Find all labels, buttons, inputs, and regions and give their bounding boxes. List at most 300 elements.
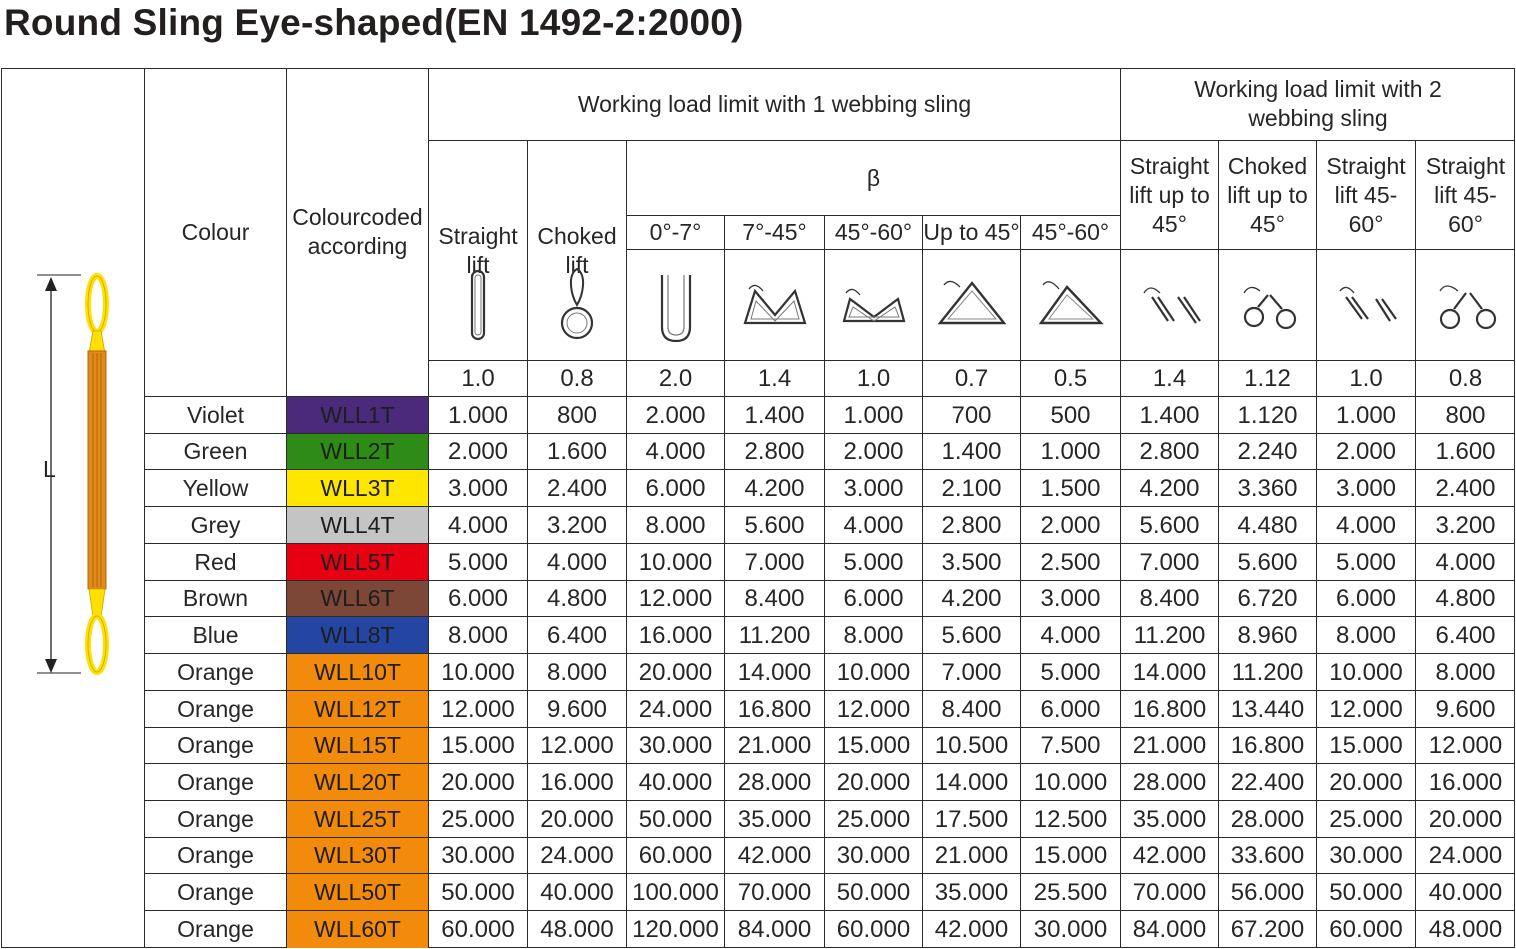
wll-value-cell — [1317, 654, 1416, 691]
wll-value-cell — [725, 801, 825, 838]
wll-value-cell-text: 84.000 — [737, 916, 812, 943]
wll-value-cell — [1021, 801, 1121, 838]
wll-value-cell-text: 10.000 — [836, 658, 911, 686]
wll-value-cell-text: 5.000 — [1335, 548, 1397, 576]
wll-value-cell-text: 9.600 — [1435, 695, 1496, 723]
wll-value-cell-text: 15.000 — [1329, 732, 1403, 759]
wll-value-cell-text: 35.000 — [1132, 805, 1207, 833]
wll-value-cell-text: 20.000 — [1428, 805, 1503, 833]
wll-value-cell-text: 6.000 — [1040, 695, 1101, 723]
wll-value-cell-text: 30.000 — [638, 732, 713, 759]
wll-value-cell — [429, 691, 528, 728]
icon-cell — [1416, 250, 1515, 361]
colour-name-cell-text: Orange — [177, 768, 254, 795]
wll-value-cell-text: 2.240 — [1237, 438, 1298, 465]
wll-value-cell — [1416, 764, 1515, 801]
wll-value-cell-text: 6.000 — [1335, 585, 1397, 612]
wll-value-cell-text: 4.000 — [843, 511, 904, 539]
wll-value-cell — [1416, 434, 1515, 470]
wll-value-cell-text: 42.000 — [1132, 842, 1207, 869]
wll-value-cell-text: 50.000 — [638, 805, 713, 833]
wll-value-cell — [429, 617, 528, 654]
wll-value-cell — [1317, 838, 1416, 874]
two-sling-choked-icon — [1223, 260, 1313, 350]
wll-value-cell — [923, 507, 1021, 544]
wll-value-cell-text: 10.000 — [638, 548, 713, 576]
wll-value-cell — [923, 691, 1021, 728]
colour-name-cell — [145, 728, 287, 764]
wll-value-cell — [923, 838, 1021, 874]
colour-code-cell — [287, 801, 429, 838]
wll-value-cell — [1317, 691, 1416, 728]
beta-angle-header-text: 7°-45° — [742, 219, 807, 245]
wll-value-cell-text: 40.000 — [638, 768, 713, 796]
wll-value-cell — [429, 874, 528, 911]
wll-value-cell — [725, 874, 825, 911]
two-sling-col-header — [1317, 141, 1416, 250]
wll-value-cell-text: 20.000 — [441, 768, 515, 796]
factor-cell-text: 1.4 — [1152, 365, 1187, 392]
wll-value-cell-text: 100.000 — [632, 878, 719, 906]
basket-45-60-icon — [829, 260, 919, 350]
colour-name-cell — [145, 691, 287, 728]
colour-code-cell — [287, 764, 429, 801]
colour-name-cell — [145, 874, 287, 911]
colour-code-cell — [287, 507, 429, 544]
wll-value-cell — [1317, 764, 1416, 801]
wll-value-cell-text: 7.500 — [1040, 732, 1101, 759]
wll-value-cell — [1121, 728, 1219, 764]
wll-value-cell-text: 5.600 — [941, 621, 1002, 649]
wll-value-cell — [1317, 544, 1416, 581]
wll-value-cell — [528, 728, 627, 764]
wll-value-cell-text: 21.000 — [1132, 732, 1207, 759]
wll-value-cell — [429, 838, 528, 874]
wll-value-cell-text: 5.600 — [1237, 548, 1298, 576]
wll-value-cell — [923, 397, 1021, 434]
wll-value-cell — [825, 397, 923, 434]
wll-value-cell — [1121, 617, 1219, 654]
wll-value-cell-text: 12.000 — [638, 585, 713, 612]
wll-value-cell-text: 3.360 — [1237, 474, 1298, 502]
wll-value-cell-text: 1.500 — [1040, 474, 1101, 502]
factor-cell-text: 1.0 — [461, 365, 495, 392]
wll-value-cell-text: 3.500 — [941, 548, 1002, 576]
wll-value-cell-text: 3.000 — [447, 474, 509, 502]
wll-value-cell — [923, 544, 1021, 581]
factor-cell-text: 0.5 — [1053, 365, 1088, 392]
wll-value-cell — [1219, 911, 1317, 948]
wll-value-cell-text: 8.400 — [1139, 585, 1200, 612]
wll-value-cell — [1416, 654, 1515, 691]
choked-lift-icon — [532, 260, 622, 350]
colour-code-cell-text: WLL3T — [320, 474, 395, 501]
wll-value-cell-text: 5.600 — [1139, 511, 1200, 539]
wll-value-cell — [1416, 544, 1515, 581]
wll-value-cell-text: 1.400 — [941, 438, 1002, 465]
colour-name-cell — [145, 434, 287, 470]
wll-value-cell — [1021, 507, 1121, 544]
factor-cell — [1121, 361, 1219, 397]
wll-value-cell-text: 16.800 — [737, 695, 812, 723]
colour-name-cell-text: Orange — [177, 878, 254, 905]
wll-value-cell — [1317, 911, 1416, 948]
colour-name-cell-text: Red — [194, 548, 237, 575]
wll-value-cell — [429, 728, 528, 764]
icon-cell — [528, 250, 627, 361]
wll-value-cell — [1219, 691, 1317, 728]
wll-value-cell — [429, 801, 528, 838]
colour-name-cell-text: Orange — [177, 842, 254, 868]
wll-value-cell — [725, 507, 825, 544]
wll-value-cell — [1416, 507, 1515, 544]
factor-cell — [725, 361, 825, 397]
two-sling-straight-45-60-icon — [1321, 260, 1411, 350]
beta-angle-header-text: Up to 45° — [923, 219, 1020, 245]
wll-value-cell — [825, 911, 923, 948]
wll-value-cell-text: 50.000 — [441, 878, 515, 906]
wll-value-cell — [627, 838, 725, 874]
colour-name-cell — [145, 801, 287, 838]
wll-value-cell — [1021, 470, 1121, 507]
wll-value-cell-text: 8.960 — [1237, 621, 1298, 649]
wll-value-cell — [1121, 581, 1219, 617]
wll-value-cell-text: 1.400 — [744, 401, 805, 429]
wll-value-cell — [1219, 764, 1317, 801]
wll-value-cell — [725, 654, 825, 691]
wll-value-cell-text: 8.000 — [645, 511, 706, 539]
icon-cell — [429, 250, 528, 361]
wll-value-cell-text: 16.000 — [540, 768, 614, 796]
wll-value-cell — [1219, 581, 1317, 617]
wll-value-cell — [429, 397, 528, 434]
wll-value-cell — [725, 838, 825, 874]
wll-value-cell — [1021, 397, 1121, 434]
wll-value-cell-text: 25.000 — [441, 805, 515, 833]
wll-value-cell — [429, 470, 528, 507]
triangle-45-60-icon — [1026, 260, 1116, 350]
wll-value-cell-text: 21.000 — [737, 732, 812, 759]
wll-value-cell — [825, 434, 923, 470]
wll-value-cell — [528, 691, 627, 728]
wll-value-cell-text: 6.720 — [1237, 585, 1298, 612]
factor-cell-text: 1.0 — [856, 365, 891, 392]
wll-value-cell — [1416, 801, 1515, 838]
wll-value-cell — [825, 581, 923, 617]
wll-value-cell — [1416, 397, 1515, 434]
two-sling-col-header-text: Straight lift 45-60° — [1425, 152, 1506, 237]
colourcoded-header-text: Colourcoded according — [292, 204, 423, 259]
colour-name-cell — [145, 764, 287, 801]
beta-header — [627, 141, 1121, 216]
colour-code-cell — [287, 691, 429, 728]
wll-value-cell — [923, 728, 1021, 764]
wll-value-cell-text: 1.000 — [1335, 401, 1397, 429]
wll-value-cell-text: 48.000 — [540, 916, 614, 943]
icon-cell — [825, 250, 923, 361]
colour-code-cell — [287, 838, 429, 874]
icon-cell — [1317, 250, 1416, 361]
wll-value-cell — [1021, 544, 1121, 581]
wll-value-cell — [528, 874, 627, 911]
straight-lift-icon — [433, 260, 523, 350]
wll-value-cell-text: 50.000 — [836, 878, 911, 906]
load-limit-table — [1, 68, 1515, 948]
wll-value-cell-text: 6.400 — [1435, 621, 1496, 649]
wll-value-cell-text: 120.000 — [632, 916, 719, 943]
wll-value-cell-text: 4.800 — [1435, 585, 1496, 612]
wll-value-cell-text: 30.000 — [1033, 916, 1108, 943]
wll-value-cell-text: 5.600 — [744, 511, 805, 539]
wll-value-cell — [1021, 581, 1121, 617]
wll-value-cell-text: 35.000 — [737, 805, 812, 833]
wll-value-cell-text: 25.000 — [836, 805, 911, 833]
wll-value-cell-text: 4.200 — [941, 585, 1002, 612]
colour-code-cell-text: WLL4T — [320, 511, 395, 538]
wll-value-cell-text: 24.000 — [540, 842, 614, 869]
wll-value-cell-text: 3.200 — [546, 511, 608, 539]
colour-code-cell — [287, 911, 429, 948]
wll-value-cell-text: 25.500 — [1033, 878, 1108, 906]
wll-value-cell-text: 12.500 — [1033, 805, 1108, 833]
wll-value-cell-text: 1.400 — [1139, 401, 1200, 429]
wll-value-cell-text: 8.400 — [744, 585, 805, 612]
wll-value-cell — [528, 617, 627, 654]
wll-value-cell-text: 42.000 — [737, 842, 812, 869]
wll-value-cell — [1121, 764, 1219, 801]
wll-value-cell — [1416, 691, 1515, 728]
wll-value-cell-text: 30.000 — [1329, 842, 1403, 869]
wll-value-cell — [627, 470, 725, 507]
wll-value-cell-text: 5.000 — [447, 548, 509, 576]
wll-value-cell-text: 12.000 — [1428, 732, 1503, 759]
colour-name-cell-text: Blue — [192, 621, 239, 648]
colour-name-cell-text: Violet — [186, 401, 245, 428]
wll-value-cell — [627, 874, 725, 911]
choked-lift-header-text: Choked lift — [537, 222, 617, 278]
wll-value-cell — [923, 581, 1021, 617]
wll-value-cell — [528, 581, 627, 617]
wll-value-cell-text: 2.400 — [546, 474, 608, 502]
icon-cell — [627, 250, 725, 361]
colour-name-cell — [145, 838, 287, 874]
colour-header-text: Colour — [181, 218, 250, 245]
wll-value-cell — [1317, 581, 1416, 617]
beta-angle-header-text: 45°-60° — [1031, 219, 1110, 245]
wll-value-cell — [825, 728, 923, 764]
u-basket-icon — [631, 260, 721, 350]
wll-value-cell-text: 15.000 — [441, 732, 515, 759]
colour-header — [145, 68, 287, 397]
wll-value-cell — [1021, 654, 1121, 691]
wll-value-cell — [825, 544, 923, 581]
wll-value-cell-text: 3.000 — [1335, 474, 1397, 502]
beta-angle-header — [725, 216, 825, 250]
two-sling-col-header-text: Choked lift up to 45° — [1227, 152, 1308, 237]
wll-value-cell-text: 17.500 — [934, 805, 1009, 833]
wll-value-cell — [1021, 764, 1121, 801]
wll-value-cell — [1416, 617, 1515, 654]
wll-value-cell — [725, 581, 825, 617]
factor-cell — [1219, 361, 1317, 397]
wll-value-cell-text: 15.000 — [836, 732, 911, 759]
one-sling-group-header-text: Working load limit with 1 webbing sling — [577, 90, 972, 117]
wll-value-cell-text: 4.480 — [1237, 511, 1298, 539]
wll-value-cell-text: 1.600 — [1435, 438, 1496, 465]
wll-value-cell — [923, 470, 1021, 507]
wll-value-cell — [1317, 801, 1416, 838]
wll-value-cell — [1021, 911, 1121, 948]
wll-value-cell — [825, 838, 923, 874]
wll-value-cell-text: 6.000 — [645, 474, 706, 502]
wll-value-cell-text: 14.000 — [737, 658, 812, 686]
wll-value-cell — [627, 581, 725, 617]
colour-code-cell — [287, 581, 429, 617]
wll-value-cell-text: 6.000 — [843, 585, 904, 612]
wll-value-cell-text: 24.000 — [1428, 842, 1503, 869]
wll-value-cell — [1021, 691, 1121, 728]
wll-value-cell-text: 56.000 — [1230, 878, 1305, 906]
wll-value-cell — [528, 507, 627, 544]
wll-value-cell — [429, 434, 528, 470]
wll-value-cell-text: 13.440 — [1230, 695, 1305, 723]
wll-value-cell — [1219, 434, 1317, 470]
wll-value-cell-text: 28.000 — [1230, 805, 1305, 833]
wll-value-cell — [627, 801, 725, 838]
factor-cell-text: 1.12 — [1244, 365, 1291, 392]
colourcoded-header — [287, 68, 429, 397]
wll-value-cell-text: 60.000 — [1329, 916, 1403, 943]
wll-value-cell — [1416, 728, 1515, 764]
two-sling-col-header-text: Straight lift up to 45° — [1129, 152, 1210, 237]
wll-value-cell — [1219, 874, 1317, 911]
colour-name-cell-text: Orange — [177, 732, 254, 758]
factor-cell — [627, 361, 725, 397]
wll-value-cell-text: 2.000 — [1040, 511, 1101, 539]
wll-value-cell-text: 10.500 — [934, 732, 1009, 759]
wll-value-cell — [1021, 728, 1121, 764]
wll-value-cell — [627, 397, 725, 434]
basket-7-45-icon — [730, 260, 820, 350]
wll-value-cell-text: 4.000 — [447, 511, 509, 539]
factor-cell-text: 2.0 — [658, 365, 693, 392]
wll-value-cell — [429, 764, 528, 801]
wll-value-cell — [429, 911, 528, 948]
wll-value-cell — [725, 911, 825, 948]
wll-value-cell-text: 8.000 — [447, 621, 509, 649]
factor-cell — [1416, 361, 1515, 397]
wll-value-cell — [1121, 801, 1219, 838]
wll-value-cell — [1416, 911, 1515, 948]
factor-cell — [429, 361, 528, 397]
icon-cell — [725, 250, 825, 361]
wll-value-cell-text: 800 — [1445, 401, 1486, 429]
wll-value-cell-text: 40.000 — [540, 878, 614, 906]
colour-code-cell-text: WLL5T — [320, 548, 395, 575]
wll-value-cell-text: 20.000 — [836, 768, 911, 796]
factor-cell — [528, 361, 627, 397]
colour-code-cell — [287, 397, 429, 434]
wll-value-cell-text: 11.200 — [1133, 621, 1206, 649]
wll-value-cell — [1317, 434, 1416, 470]
wll-value-cell — [825, 617, 923, 654]
wll-value-cell — [725, 434, 825, 470]
wll-value-cell — [725, 470, 825, 507]
two-sling-straight-icon — [1125, 260, 1215, 350]
wll-value-cell — [825, 654, 923, 691]
wll-value-cell — [429, 544, 528, 581]
beta-angle-header — [1021, 216, 1121, 250]
wll-value-cell-text: 2.100 — [941, 474, 1002, 502]
colour-code-cell-text: WLL15T — [314, 732, 401, 758]
wll-value-cell — [1416, 838, 1515, 874]
wll-value-cell-text: 24.000 — [638, 695, 713, 723]
factor-cell-text: 0.7 — [954, 365, 989, 392]
wll-value-cell-text: 25.000 — [1329, 805, 1403, 833]
icon-cell — [1021, 250, 1121, 361]
two-sling-group-header — [1121, 68, 1515, 141]
colour-code-cell — [287, 434, 429, 470]
colour-code-cell-text: WLL12T — [314, 695, 401, 722]
wll-value-cell — [429, 507, 528, 544]
wll-value-cell-text: 800 — [556, 401, 598, 429]
wll-value-cell — [825, 507, 923, 544]
two-sling-col-header-text: Straight lift 45-60° — [1326, 152, 1406, 237]
wll-value-cell — [1121, 470, 1219, 507]
wll-value-cell-text: 9.600 — [546, 695, 608, 723]
wll-value-cell — [923, 911, 1021, 948]
colour-code-cell-text: WLL1T — [320, 401, 395, 428]
two-sling-col-header — [1219, 141, 1317, 250]
wll-value-cell-text: 12.000 — [1329, 695, 1403, 723]
wll-value-cell-text: 7.000 — [941, 658, 1002, 686]
colour-code-cell-text: WLL8T — [320, 621, 395, 648]
wll-value-cell — [627, 434, 725, 470]
wll-value-cell-text: 4.200 — [744, 474, 805, 502]
wll-value-cell-text: 35.000 — [934, 878, 1009, 906]
colour-name-cell — [145, 470, 287, 507]
wll-value-cell-text: 2.000 — [843, 438, 904, 465]
wll-value-cell-text: 60.000 — [638, 842, 713, 869]
wll-value-cell — [1219, 654, 1317, 691]
wll-value-cell — [1219, 801, 1317, 838]
wll-value-cell-text: 4.200 — [1139, 474, 1200, 502]
wll-value-cell-text: 4.000 — [546, 548, 608, 576]
colour-code-cell-text: WLL20T — [314, 768, 401, 795]
wll-value-cell-text: 8.000 — [1435, 658, 1496, 686]
wll-value-cell — [923, 654, 1021, 691]
wll-value-cell — [1219, 544, 1317, 581]
wll-value-cell-text: 8.000 — [546, 658, 608, 686]
two-sling-col-header — [1416, 141, 1515, 250]
wll-value-cell — [1121, 507, 1219, 544]
wll-value-cell — [627, 544, 725, 581]
wll-value-cell-text: 4.000 — [1435, 548, 1496, 576]
icon-cell — [923, 250, 1021, 361]
beta-angle-header — [825, 216, 923, 250]
wll-value-cell — [1219, 397, 1317, 434]
colour-name-cell — [145, 617, 287, 654]
wll-value-cell — [825, 801, 923, 838]
colour-code-cell-text: WLL30T — [314, 842, 401, 868]
wll-value-cell — [1021, 617, 1121, 654]
wll-value-cell — [528, 544, 627, 581]
wll-value-cell-text: 3.000 — [1040, 585, 1101, 612]
one-sling-group-header — [429, 68, 1121, 141]
wll-value-cell-text: 2.000 — [1335, 438, 1397, 465]
wll-value-cell-text: 2.800 — [941, 511, 1002, 539]
wll-value-cell — [1317, 728, 1416, 764]
